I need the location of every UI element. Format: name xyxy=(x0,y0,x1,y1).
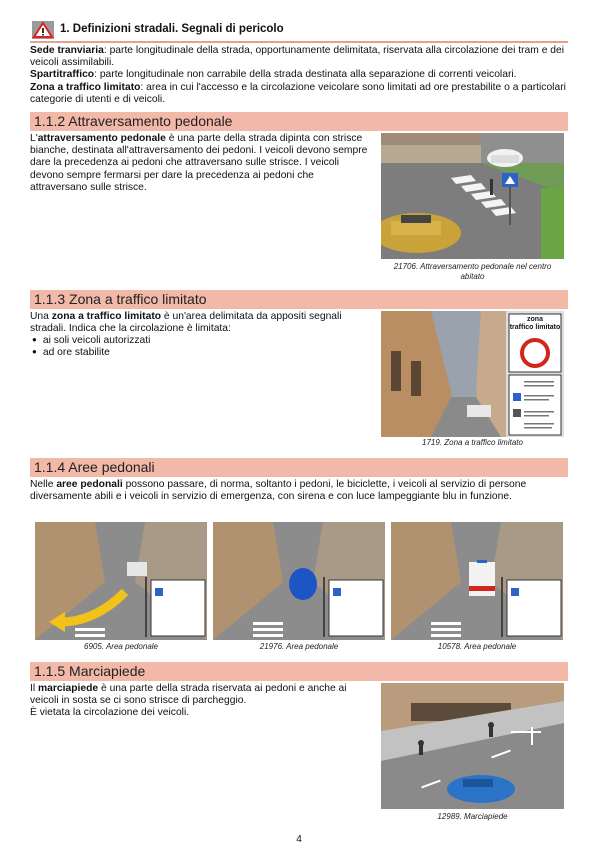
section-heading-attraversamento: 1.1.2 Attraversamento pedonale xyxy=(30,112,568,131)
attraversamento-caption: 21706. Attraversamento pedonale nel centro abitato xyxy=(393,262,552,281)
marciapiede-caption: 12989. Marciapiede xyxy=(437,812,508,821)
page-number: 4 xyxy=(296,834,302,845)
section-heading-marciapiede: 1.1.5 Marciapiede xyxy=(30,662,568,681)
list-item: ● ad ore stabilite xyxy=(32,347,332,359)
pedestrian-area-image-1 xyxy=(35,522,207,640)
crosswalk-image xyxy=(381,133,564,259)
section-heading-ztl: 1.1.3 Zona a traffico limitato xyxy=(30,290,568,309)
pedestrian-area-image-3 xyxy=(391,522,563,640)
section-heading-aree-pedonali: 1.1.4 Aree pedonali xyxy=(30,458,568,477)
ztl-caption: 1719. Zona a traffico limitato xyxy=(422,438,523,447)
pedonale-caption-2: 21976. Area pedonale xyxy=(259,642,339,651)
definition-spartitraffico: Spartitraffico: parte longitudinale non carrabile della strada destinata alla separazione di correnti veicolari. xyxy=(30,69,517,81)
intro-definitions xyxy=(30,45,570,106)
header-rule xyxy=(30,41,568,43)
attraversamento-text: L'attraversamento pedonale è una parte della strada dipinta con strisce bianche, destinata all'attraversamento dei pedoni. I veicoli devono sempre dare la precedenza ai pedoni che attraversano sulle strisce. I veicoli devono sempre fermarsi per dare la precedenza ai pedoni che attraversano sulle strisce. xyxy=(30,133,368,193)
chapter-title: 1. Definizioni stradali. Segnali di pericolo xyxy=(60,23,284,35)
warning-sign-icon xyxy=(32,21,54,39)
ztl-image xyxy=(381,311,564,437)
definition-sede-tranviaria: Sede tranviaria: parte longitudinale della strada, opportunamente delimitata, riservata alla circolazione dei tram e dei veicoli assimilabili. xyxy=(30,45,565,69)
ztl-text: Una zona a traffico limitato è un'area delimitata da appositi segnali stradali. Indica che la circolazione è limitata: xyxy=(30,311,342,335)
sidewalk-image xyxy=(381,683,564,809)
ztl-bullet-list xyxy=(32,335,332,359)
pedonale-caption-3: 10578. Area pedonale xyxy=(437,642,517,651)
pedonale-caption-1: 6905. Area pedonale xyxy=(84,642,158,651)
list-item: ● ai soli veicoli autorizzati xyxy=(32,335,332,347)
pedestrian-area-image-2 xyxy=(213,522,385,640)
aree-pedonali-text: Nelle aree pedonali possono passare, di norma, soltanto i pedoni, le biciclette, i veicoli al servizio di persone diversamente abili e i veicoli in servizio di emergenza, con sirena e con luce lampeggiante blu in funzione. xyxy=(30,479,527,503)
ztl-sign-title: zona traffico limitato xyxy=(509,316,561,331)
marciapiede-text: Il marciapiede è una parte della strada riservata ai pedoni e anche ai veicoli in sosta se ci sono strisce di parcheggio. È vietata la circolazione dei veicoli. xyxy=(30,683,370,720)
page-header xyxy=(30,18,568,42)
marciapiede-text-2: È vietata la circolazione dei veicoli. xyxy=(30,707,190,719)
definition-ztl: Zona a traffico limitato: area in cui l'accesso e la circolazione veicolare sono limitati ad ore prestabilite o a particolari categorie di utenti e di veicoli. xyxy=(30,81,566,105)
